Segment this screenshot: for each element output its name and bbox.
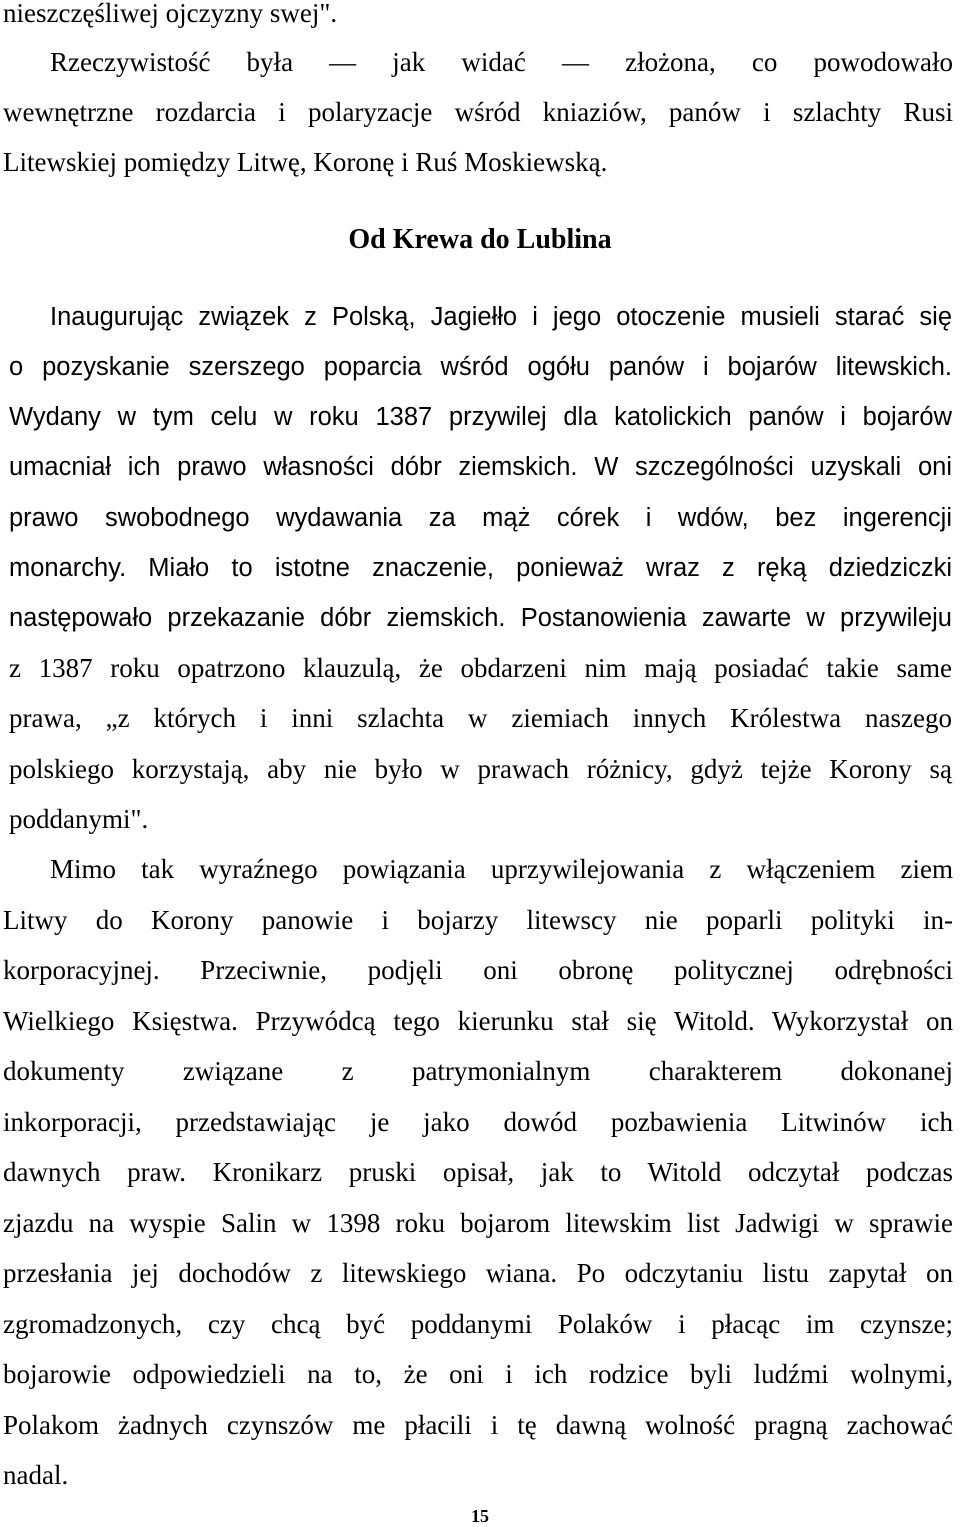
section-heading: Od Krewa do Lublina <box>348 224 612 255</box>
section-line: monarchy. Miało to istotne znaczenie, ponieważ wraz z ręką dziedziczki <box>9 554 952 582</box>
section-line: prawo swobodnego wydawania za mąż córek i wdów, bez ingerencji <box>9 504 952 532</box>
closing-line: zgromadzonych, czy chcą być poddanymi Polaków i płacąc im czynsze; <box>3 1309 953 1339</box>
closing-line: inkorporacji, przedstawiając je jako dowód pozbawienia Litwinów ich <box>3 1107 953 1137</box>
closing-line: Litwy do Korony panowie i bojarzy litewscy nie poparli polityki in- <box>3 905 953 935</box>
closing-line: bojarowie odpowiedzieli na to, że oni i ich rodzice byli ludźmi wolnymi, <box>3 1359 953 1389</box>
closing-line: Polakom żadnych czynszów me płacili i tę dawną wolność pragną zachować <box>3 1410 953 1440</box>
closing-line: Mimo tak wyraźnego powiązania uprzywilejowania z włączeniem ziem <box>50 854 953 884</box>
section-line: Inaugurując związek z Polską, Jagiełło i jego otoczenie musieli starać się <box>50 303 952 331</box>
closing-line: Wielkiego Księstwa. Przywódcą tego kierunku stał się Witold. Wykorzystał on <box>3 1006 953 1036</box>
section-line: prawa, „z których i inni szlachta w ziemiach innych Królestwa naszego <box>9 703 952 733</box>
section-line: polskiego korzystają, aby nie było w prawach różnicy, gdyż tejże Korony są <box>9 754 952 784</box>
intro-line: Litewskiej pomiędzy Litwę, Koronę i Ruś Moskiewską. <box>3 147 608 177</box>
closing-line: przesłania jej dochodów z litewskiego wiana. Po odczytaniu listu zapytał on <box>3 1258 953 1288</box>
section-line: następowało przekazanie dóbr ziemskich. Postanowienia zawarte w przywileju <box>9 604 952 632</box>
closing-line: zjazdu na wyspie Salin w 1398 roku bojarom litewskim list Jadwigi w sprawie <box>3 1208 953 1238</box>
section-line: Wydany w tym celu w roku 1387 przywilej dla katolickich panów i bojarów <box>9 403 952 431</box>
intro-line: wewnętrzne rozdarcia i polaryzacje wśród kniaziów, panów i szlachty Rusi <box>3 97 953 127</box>
section-line: poddanymi". <box>9 804 149 834</box>
closing-line: nadal. <box>3 1460 69 1490</box>
section-line: z 1387 roku opatrzono klauzulą, że obdarzeni nim mają posiadać takie same <box>9 653 952 683</box>
section-line: o pozyskanie szerszego poparcia wśród ogółu panów i bojarów litewskich. <box>9 353 952 381</box>
closing-line: dokumenty związane z patrymonialnym charakterem dokonanej <box>3 1056 953 1086</box>
intro-line: Rzeczywistość była — jak widać — złożona, co powodowało <box>50 47 953 77</box>
closing-line: korporacyjnej. Przeciwnie, podjęli oni obronę politycznej odrębności <box>3 955 953 985</box>
section-line: umacniał ich prawo własności dóbr ziemskich. W szczególności uzyskali oni <box>9 453 952 481</box>
page-number: 15 <box>471 1506 489 1526</box>
intro-line: nieszczęśliwej ojczyzny swej". <box>3 0 338 28</box>
closing-line: dawnych praw. Kronikarz pruski opisał, jak to Witold odczytał podczas <box>3 1157 953 1187</box>
